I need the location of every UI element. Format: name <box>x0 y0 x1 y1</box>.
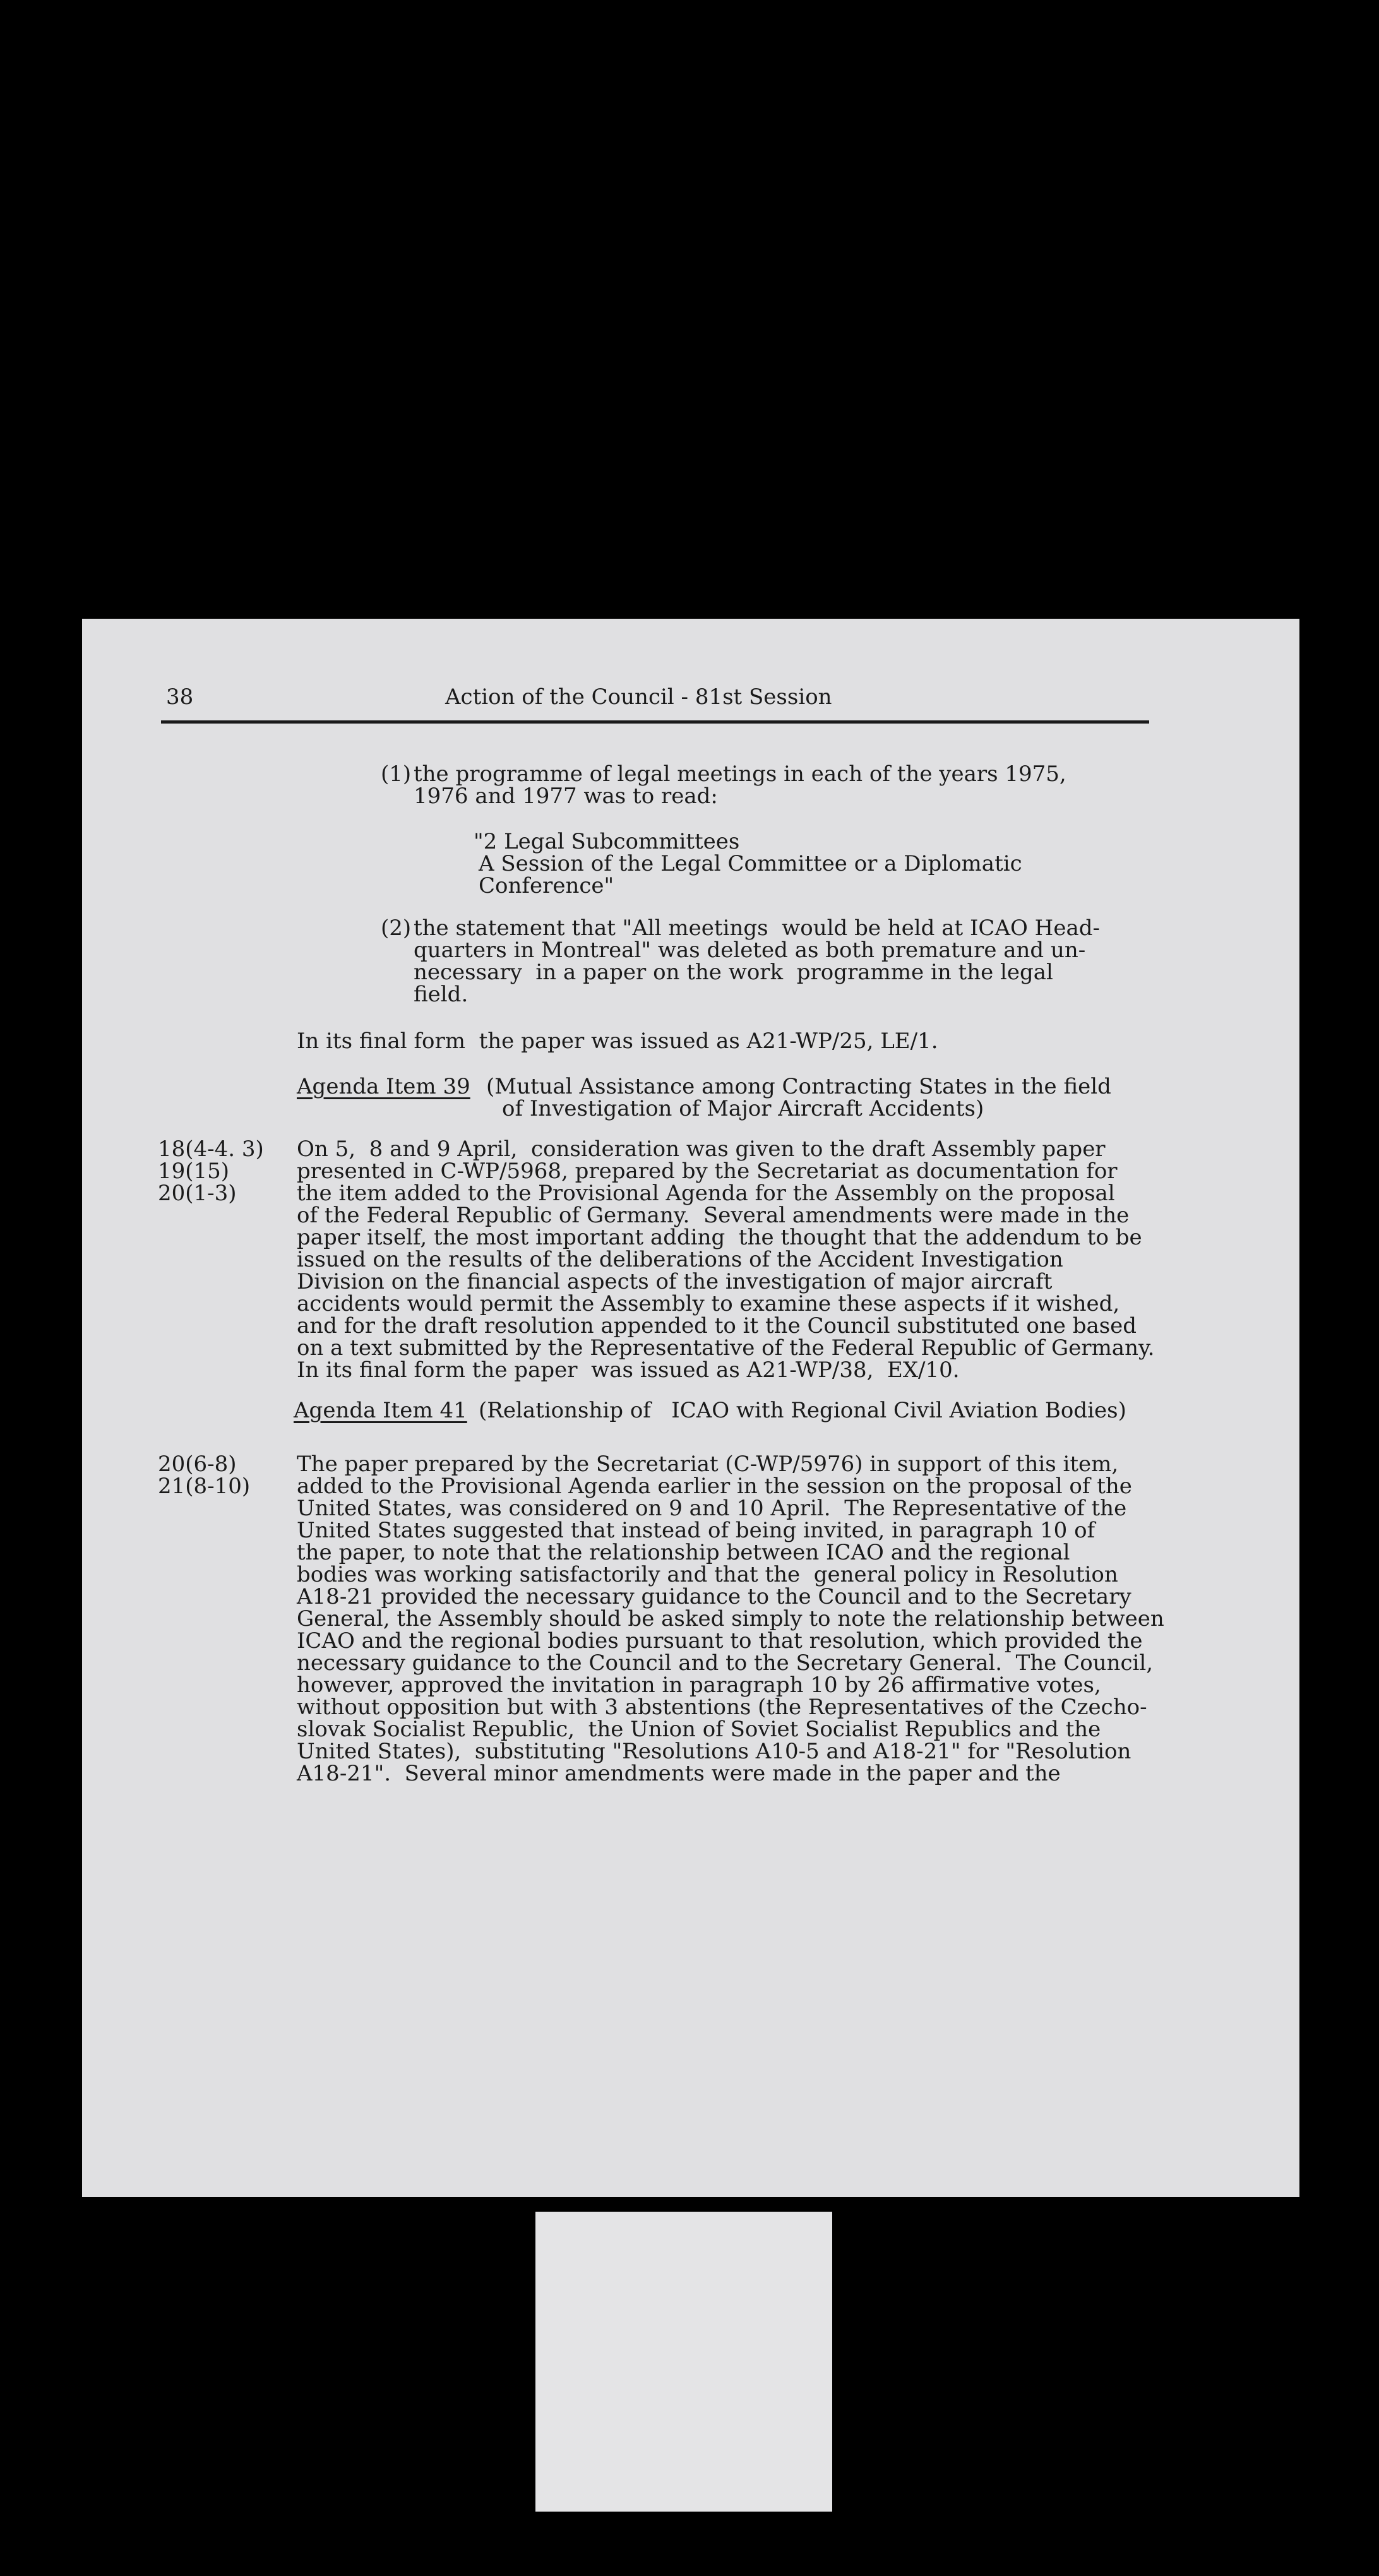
agenda-item-39-heading: Agenda Item 39 <box>297 1074 470 1099</box>
agenda-item-39-title: of Investigation of Major Aircraft Accidents) <box>502 1096 984 1121</box>
running-title: Action of the Council - 81st Session <box>445 684 832 710</box>
paragraph-line: added to the Provisional Agenda earlier in the session on the proposal of the <box>297 1474 1132 1499</box>
paragraph-line: Division on the financial aspects of the investigation of major aircraft <box>297 1269 1053 1294</box>
document-page <box>82 619 1299 2197</box>
agenda-item-41-title: (Relationship of ICAO with Regional Civil Aviation Bodies) <box>479 1398 1126 1423</box>
paragraph-line: In its final form the paper was issued as A21-WP/38, EX/10. <box>297 1357 960 1383</box>
final-form-sentence: In its final form the paper was issued as A21-WP/25, LE/1. <box>297 1029 938 1054</box>
paragraph-line: issued on the results of the deliberations of the Accident Investigation <box>297 1247 1063 1272</box>
item-2-line: quarters in Montreal" was deleted as both premature and un- <box>414 938 1086 963</box>
paragraph-line: General, the Assembly should be asked simply to note the relationship between <box>297 1606 1164 1631</box>
item-2-line: necessary in a paper on the work programme in the legal <box>414 960 1053 985</box>
paragraph-line: accidents would permit the Assembly to examine these aspects if it wished, <box>297 1291 1120 1316</box>
paragraph-line: On 5, 8 and 9 April, consideration was given to the draft Assembly paper <box>297 1136 1106 1162</box>
paragraph-line: A18-21". Several minor amendments were made in the paper and the <box>297 1761 1061 1786</box>
paragraph-line: United States, was considered on 9 and 10 April. The Representative of the <box>297 1496 1127 1521</box>
item-2-line: field. <box>414 982 469 1007</box>
header-rule <box>161 720 1149 724</box>
margin-reference: 21(8-10) <box>158 1474 251 1499</box>
paragraph-line: however, approved the invitation in paragraph 10 by 26 affirmative votes, <box>297 1673 1101 1698</box>
item-1-line: the programme of legal meetings in each of the years 1975, <box>414 761 1066 787</box>
margin-reference: 20(1-3) <box>158 1181 237 1206</box>
item-1-label: (1) <box>381 761 412 787</box>
agenda-item-39-title: (Mutual Assistance among Contracting States in the field <box>486 1074 1111 1099</box>
blank-slip <box>535 2212 832 2512</box>
paragraph-line: and for the draft resolution appended to it the Council substituted one based <box>297 1313 1137 1339</box>
paragraph-line: necessary guidance to the Council and to the Secretary General. The Council, <box>297 1650 1154 1676</box>
quote-line: "2 Legal Subcommittees <box>474 829 740 854</box>
agenda-item-41-heading: Agenda Item 41 <box>294 1398 467 1423</box>
paragraph-line: United States suggested that instead of being invited, in paragraph 10 of <box>297 1518 1095 1543</box>
paragraph-line: the paper, to note that the relationship between ICAO and the regional <box>297 1540 1070 1565</box>
paragraph-line: of the Federal Republic of Germany. Several amendments were made in the <box>297 1203 1130 1228</box>
paragraph-line: A18-21 provided the necessary guidance to the Council and to the Secretary <box>297 1584 1131 1609</box>
paragraph-line: ICAO and the regional bodies pursuant to that resolution, which provided the <box>297 1628 1143 1654</box>
quote-line: Conference" <box>479 873 614 898</box>
paragraph-line: without opposition but with 3 abstentions (the Representatives of the Czecho- <box>297 1695 1147 1720</box>
paragraph-line: on a text submitted by the Representative of the Federal Republic of Germany. <box>297 1335 1155 1361</box>
paragraph-line: presented in C-WP/5968, prepared by the Secretariat as documentation for <box>297 1159 1118 1184</box>
page-number: 38 <box>166 684 194 710</box>
paragraph-line: The paper prepared by the Secretariat (C-WP/5976) in support of this item, <box>297 1452 1119 1477</box>
paragraph-line: the item added to the Provisional Agenda for the Assembly on the proposal <box>297 1181 1115 1206</box>
item-2-line: the statement that "All meetings would be held at ICAO Head- <box>414 915 1100 941</box>
paragraph-line: slovak Socialist Republic, the Union of Soviet Socialist Republics and the <box>297 1717 1101 1742</box>
item-2-label: (2) <box>381 915 412 941</box>
item-1-line: 1976 and 1977 was to read: <box>414 784 718 809</box>
quote-line: A Session of the Legal Committee or a Diplomatic <box>479 851 1022 876</box>
margin-reference: 20(6-8) <box>158 1452 237 1477</box>
margin-reference: 18(4-4. 3) <box>158 1136 264 1162</box>
paragraph-line: paper itself, the most important adding the thought that the addendum to be <box>297 1225 1142 1250</box>
paragraph-line: bodies was working satisfactorily and that the general policy in Resolution <box>297 1562 1118 1587</box>
paragraph-line: United States), substituting "Resolutions A10-5 and A18-21" for "Resolution <box>297 1739 1131 1764</box>
margin-reference: 19(15) <box>158 1159 230 1184</box>
